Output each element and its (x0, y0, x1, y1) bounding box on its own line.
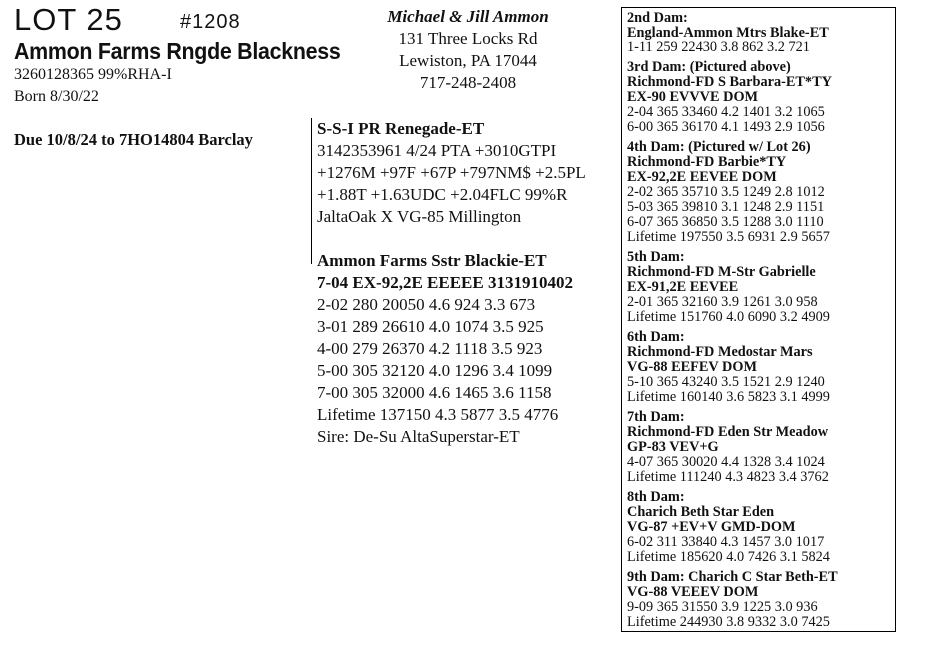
dam-sire: Sire: De-Su AltaSuperstar-ET (317, 427, 520, 446)
dam-entry-classification: VG-88 EEFEV DOM (627, 359, 757, 375)
lot-label: LOT 25 (14, 2, 123, 37)
dam-heading: 8th Dam: (627, 489, 685, 505)
dam-record: 9-09 365 31550 3.9 1225 3.0 936 (627, 599, 818, 615)
dam-record: 1-11 259 22430 3.8 862 3.2 721 (627, 39, 810, 55)
dam-record: 2-01 365 32160 3.9 1261 3.0 958 (627, 294, 818, 310)
dam-entry-name: Richmond-FD Eden Str Meadow (627, 424, 829, 440)
dam-heading: 6th Dam: (627, 329, 685, 345)
owner-city: Lewiston, PA 17044 (399, 51, 537, 70)
dam-name: Ammon Farms Sstr Blackie-ET (317, 251, 547, 270)
dam-lifetime: Lifetime 137150 4.3 5877 3.5 4776 (317, 405, 559, 424)
dam-heading: 7th Dam: (627, 409, 685, 425)
dam-record: 5-10 365 43240 3.5 1521 2.9 1240 (627, 374, 825, 390)
dam-entry-classification: EX-92,2E EEVEE DOM (627, 169, 777, 185)
dam-record: 4-07 365 30020 4.4 1328 3.4 1024 (627, 454, 825, 470)
dam-entry-name: England-Ammon Mtrs Blake-ET (627, 24, 829, 41)
dam-lifetime: Lifetime 197550 3.5 6931 2.9 5657 (627, 229, 830, 245)
owner-phone: 717-248-2408 (419, 73, 517, 92)
birth-date: Born 8/30/22 (14, 88, 99, 105)
dam-lifetime: Lifetime 244930 3.8 9332 3.0 7425 (627, 614, 830, 630)
dam-record: 6-07 365 36850 3.5 1288 3.0 1110 (627, 214, 824, 230)
registration-number: 3260128365 99%RHA-I (14, 66, 172, 83)
sire-info-line: 3142353961 4/24 PTA +3010GTPI (317, 141, 557, 160)
dam-entry-classification: EX-90 EVVVE DOM (627, 89, 759, 105)
dam-entry-classification: GP-83 VEV+G (627, 439, 719, 455)
dam-entry-classification: EX-91,2E EEVEE (627, 279, 739, 295)
owner-address: 131 Three Locks Rd (398, 29, 538, 48)
dam-record: 2-02 365 35710 3.5 1249 2.8 1012 (627, 184, 825, 200)
dam-record: 4-00 279 26370 4.2 1118 3.5 923 (317, 339, 543, 358)
dam-entry-name: Richmond-FD Medostar Mars (627, 344, 813, 360)
dam-record: 5-03 365 39810 3.1 1248 2.9 1151 (627, 199, 825, 215)
sire-pedigree: JaltaOak X VG-85 Millington (317, 207, 522, 226)
dam-record: 2-04 365 33460 4.2 1401 3.2 1065 (627, 104, 825, 120)
dam-heading: 5th Dam: (627, 249, 685, 265)
dam-lifetime: Lifetime 111240 4.3 4823 3.4 3762 (627, 469, 829, 485)
dam-classification: 7-04 EX-92,2E EEEEE 3131910402 (317, 273, 573, 292)
dam-entry-name: Richmond-FD S Barbara-ET*TY (627, 74, 832, 90)
dam-record: 6-00 365 36170 4.1 1493 2.9 1056 (627, 119, 825, 135)
sire-name: S-S-I PR Renegade-ET (317, 119, 485, 138)
dam-entry-classification: VG-87 +EV+V GMD-DOM (627, 519, 796, 535)
catalog-number: #1208 (180, 11, 241, 33)
dam-heading: 9th Dam: Charich C Star Beth-ET (627, 569, 838, 585)
dam-entry-name: Richmond-FD Barbie*TY (627, 154, 787, 170)
dam-record: 6-02 311 33840 4.3 1457 3.0 1017 (627, 534, 825, 550)
pedigree-divider (311, 118, 312, 264)
sire-info-line: +1.88T +1.63UDC +2.04FLC 99%R (317, 185, 568, 204)
dam-record: 5-00 305 32120 4.0 1296 3.4 1099 (317, 361, 553, 380)
dam-heading: 2nd Dam: (627, 10, 688, 26)
dam-record: 7-00 305 32000 4.6 1465 3.6 1158 (317, 383, 552, 402)
sire-info-line: +1276M +97F +67P +797NM$ +2.5PL (317, 163, 586, 182)
dam-lifetime: Lifetime 185620 4.0 7426 3.1 5824 (627, 549, 830, 565)
dam-record: 2-02 280 20050 4.6 924 3.3 673 (317, 295, 536, 314)
dam-entry-name: Charich Beth Star Eden (627, 504, 775, 520)
cow-name: Ammon Farms Rngde Blackness (14, 38, 341, 64)
dam-entry-name: Richmond-FD M-Str Gabrielle (627, 264, 816, 280)
dam-heading: 4th Dam: (Pictured w/ Lot 26) (627, 139, 811, 155)
dam-record: 3-01 289 26610 4.0 1074 3.5 925 (317, 317, 544, 336)
due-date: Due 10/8/24 to 7HO14804 Barclay (14, 130, 253, 149)
dam-lifetime: Lifetime 151760 4.0 6090 3.2 4909 (627, 309, 830, 325)
dam-entry-classification: VG-88 VEEEV DOM (627, 584, 759, 600)
dam-lifetime: Lifetime 160140 3.6 5823 3.1 4999 (627, 389, 830, 405)
owner-name: Michael & Jill Ammon (387, 7, 549, 26)
dam-heading: 3rd Dam: (Pictured above) (627, 59, 791, 75)
